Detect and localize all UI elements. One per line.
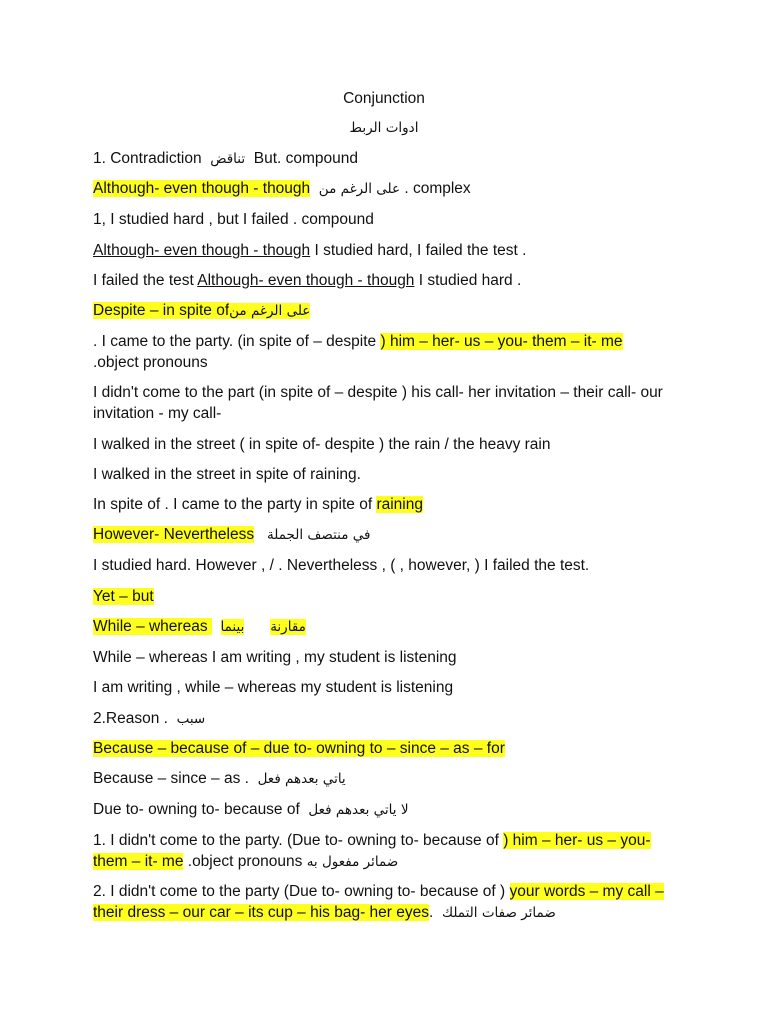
line-object-pronouns: . I came to the party. (in spite of – despite ) him – her- us – you- them – it- me .object pronouns [93,333,623,371]
line-example-compound: 1, I studied hard , but I failed . compound [93,211,374,228]
highlight: Yet – but [93,588,154,605]
line-example-raining: I walked in the street in spite of raining. [93,466,361,483]
document-title-arabic: ادوات الربط [349,120,419,136]
line-despite-highlight: Despite – in spite ofعلى الرغم من [93,302,311,319]
line-because-verb: Because – since – as . ياتي بعدهم فعل [93,770,346,787]
highlight: raining [376,496,423,513]
highlight: However- Nevertheless [93,526,255,543]
highlight: While – whereas [93,618,212,635]
line-while-whereas-highlight: While – whereas بينما مقارنة [93,618,306,635]
highlight: Because – because of – due to- owning to – since – as – for [93,740,505,757]
line-although-highlight: Although- even though - though على الرغم من . complex [93,180,471,197]
highlight: your words – my call – their dress – our car – its cup – his bag- her eyes [93,883,664,921]
line-example-although-first: Although- even though - though I studied hard, I failed the test . [93,242,527,259]
line-example-however: I studied hard. However , / . Nevertheless , ( , however, ) I failed the test. [93,557,590,574]
line-contradiction: 1. Contradiction تناقض But. compound [93,150,359,167]
line-example-due-to-pronouns: 1. I didn't come to the party. (Due to- owning to- because of ) him – her- us – you- them – it- me .object pronouns ضمائر مفعول به [93,832,651,870]
line-example-while-first: While – whereas I am writing , my student is listening [93,649,457,666]
line-however-highlight: However- Nevertheless في منتصف الجملة [93,526,371,543]
line-due-to-noun: Due to- owning to- because of لا ياتي بعدهم فعل [93,801,409,818]
highlight: Despite – in spite of [93,302,230,319]
line-example-didnt-come: I didn't come to the part (in spite of – despite ) his call- her invitation – their call- our invitation - my call- [93,384,663,422]
line-example-although-middle: I failed the test Although- even though - though I studied hard . [93,272,522,289]
line-yet-but [93,586,154,607]
line-because-highlight [93,738,505,759]
line-example-rain: I walked in the street ( in spite of- despite ) the rain / the heavy rain [93,436,551,453]
line-reason: 2.Reason . سبب [93,710,206,727]
highlight: ) him – her- us – you- them – it- me [93,832,651,870]
line-example-due-to-possessives: 2. I didn't come to the party (Due to- owning to- because of ) your words – my call – their dress – our car – its cup – his bag- her eyes. ضمائر صفات التملك [93,883,664,921]
highlight: Although- even though - though [93,180,311,197]
highlight: ) him – her- us – you- them – it- me [380,333,623,350]
line-in-spite-raining: In spite of . I came to the party in spite of raining [93,496,423,513]
document-title: Conjunction [343,90,425,107]
line-example-while-middle: I am writing , while – whereas my student is listening [93,679,454,696]
